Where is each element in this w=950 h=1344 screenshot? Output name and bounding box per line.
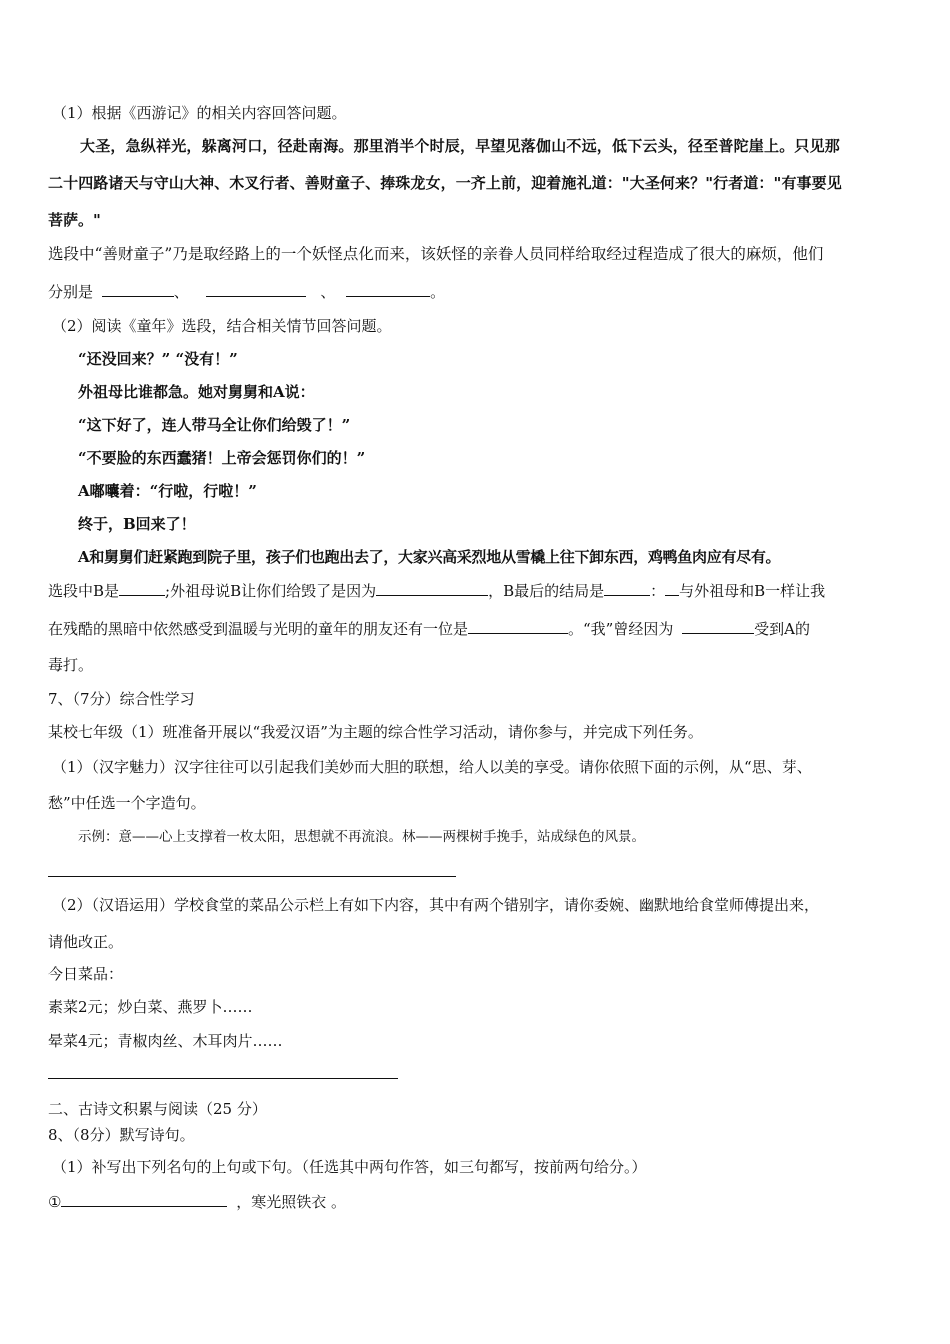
q8-1-item-1 xyxy=(48,1192,346,1212)
q6-2-dialogue-2: 外祖母比谁都急。她对舅舅和A说： xyxy=(78,383,315,401)
q6-1-passage-line-3: 菩萨。" xyxy=(48,211,101,229)
section-2-header: 二、古诗文积累与阅读（25 分） xyxy=(48,1100,267,1118)
q-part-g: 。“我”曾经因为 xyxy=(568,620,674,638)
answer-blank-7[interactable] xyxy=(665,581,679,596)
answer-line-2[interactable] xyxy=(48,1078,398,1079)
answer-blank-8[interactable] xyxy=(468,619,568,634)
q7-2-line-1: （2）（汉语运用）学校食堂的菜品公示栏上有如下内容，其中有两个错别字，请你委婉、幽默地给食堂师傅提出来， xyxy=(52,896,820,914)
menu-title: 今日菜品： xyxy=(48,965,124,983)
q6-2-intro: （2）阅读《童年》选段，结合相关情节回答问题。 xyxy=(52,317,392,335)
q7-intro: 某校七年级（1）班准备开展以“我爱汉语”为主题的综合性学习活动，请你参与，并完成下列任务。 xyxy=(48,723,703,741)
q-part-f: 在残酷的黑暗中依然感受到温暖与光明的童年的朋友还有一位是 xyxy=(48,620,469,638)
answer-blank-5[interactable] xyxy=(376,581,488,596)
q7-1-line-2: 愁”中任选一个字造句。 xyxy=(48,794,206,812)
q6-2-dialogue-7: A和舅舅们赶紧跑到院子里，孩子们也跑出去了，大家兴高采烈地从雪橇上往下卸东西，鸡鸭鱼肉应有尽有。 xyxy=(78,548,781,566)
q6-2-question-line-1 xyxy=(48,581,825,601)
answer-blank-9[interactable] xyxy=(682,619,754,634)
menu-meat: 晕菜4元；青椒肉丝、木耳肉片…… xyxy=(48,1032,283,1050)
q6-1-passage-line-1: 大圣，急纵祥光，躲离河口，径赴南海。那里消半个时辰，早望见落伽山不远，低下云头，径至普陀崖上。只见那 xyxy=(80,137,841,155)
menu-vegetable: 素菜2元；炒白菜、燕罗卜…… xyxy=(48,998,253,1016)
q6-1-question-prefix: 分别是 xyxy=(48,283,94,301)
answer-blank-2[interactable] xyxy=(206,282,306,297)
q6-2-dialogue-5: A嘟囔着：“行啦，行啦！” xyxy=(78,482,257,500)
q6-1-passage-line-2: 二十四路诸天与守山大神、木叉行者、善财童子、捧珠龙女，一齐上前，迎着施礼道："大圣何来？"行者道："有事要见 xyxy=(48,174,842,192)
separator-1: 、 xyxy=(173,283,189,301)
answer-line-1[interactable] xyxy=(48,876,456,877)
q7-2-line-2: 请他改正。 xyxy=(48,933,124,951)
answer-blank-1[interactable] xyxy=(102,282,174,297)
q8-1-instruction: （1）补写出下列名句的上句或下句。（任选其中两句作答，如三句都写，按前两句给分。） xyxy=(52,1158,647,1176)
answer-blank-6[interactable] xyxy=(604,581,650,596)
q6-2-dialogue-1: “还没回来？” “没有！” xyxy=(78,350,238,368)
q7-header: 7、（7分）综合性学习 xyxy=(48,690,195,708)
q6-1-intro: （1）根据《西游记》的相关内容回答问题。 xyxy=(52,104,347,122)
q-part-b: ;外祖母说B让你们给毁了是因为 xyxy=(165,582,377,600)
q6-2-dialogue-3: “这下好了，连人带马全让你们给毁了！” xyxy=(78,416,351,434)
q-part-h: 受到A的 xyxy=(754,620,810,638)
q6-1-question-line-1: 选段中“善财童子”乃是取经路上的一个妖怪点化而来，该妖怪的亲眷人员同样给取经过程造成了很大的麻烦，他们 xyxy=(48,245,824,263)
q-part-a: 选段中B是 xyxy=(48,582,120,600)
answer-blank-4[interactable] xyxy=(119,581,165,596)
q6-2-dialogue-6: 终于，B回来了！ xyxy=(78,515,196,533)
answer-blank-3[interactable] xyxy=(346,282,430,297)
question-end: 。 xyxy=(430,283,446,301)
q7-1-line-1: （1）（汉字魅力）汉字往往可以引起我们美妙而大胆的联想，给人以美的享受。请你依照下面的示例，从“思、芽、 xyxy=(52,758,812,776)
q6-1-question-line-2 xyxy=(48,282,445,302)
q-part-e: 与外祖母和B一样让我 xyxy=(679,582,826,600)
separator-2: 、 xyxy=(320,283,336,301)
q-part-d: ： xyxy=(650,582,666,600)
q-part-c: ，B最后的结局是 xyxy=(488,582,605,600)
q6-2-dialogue-4: “不要脸的东西蠢猪！上帝会惩罚你们的！” xyxy=(78,449,366,467)
q6-2-question-line-3: 毒打。 xyxy=(48,656,94,674)
q7-1-example: 示例：意——心上支撑着一枚太阳，思想就不再流浪。林——两棵树手挽手，站成绿色的风景。 xyxy=(78,829,645,845)
q6-2-question-line-2 xyxy=(48,619,810,639)
item-number: ① xyxy=(48,1193,62,1211)
poem-line-text: ，寒光照铁衣 。 xyxy=(236,1193,347,1211)
answer-blank-10[interactable] xyxy=(61,1192,227,1207)
q8-header: 8、（8分）默写诗句。 xyxy=(48,1126,195,1144)
